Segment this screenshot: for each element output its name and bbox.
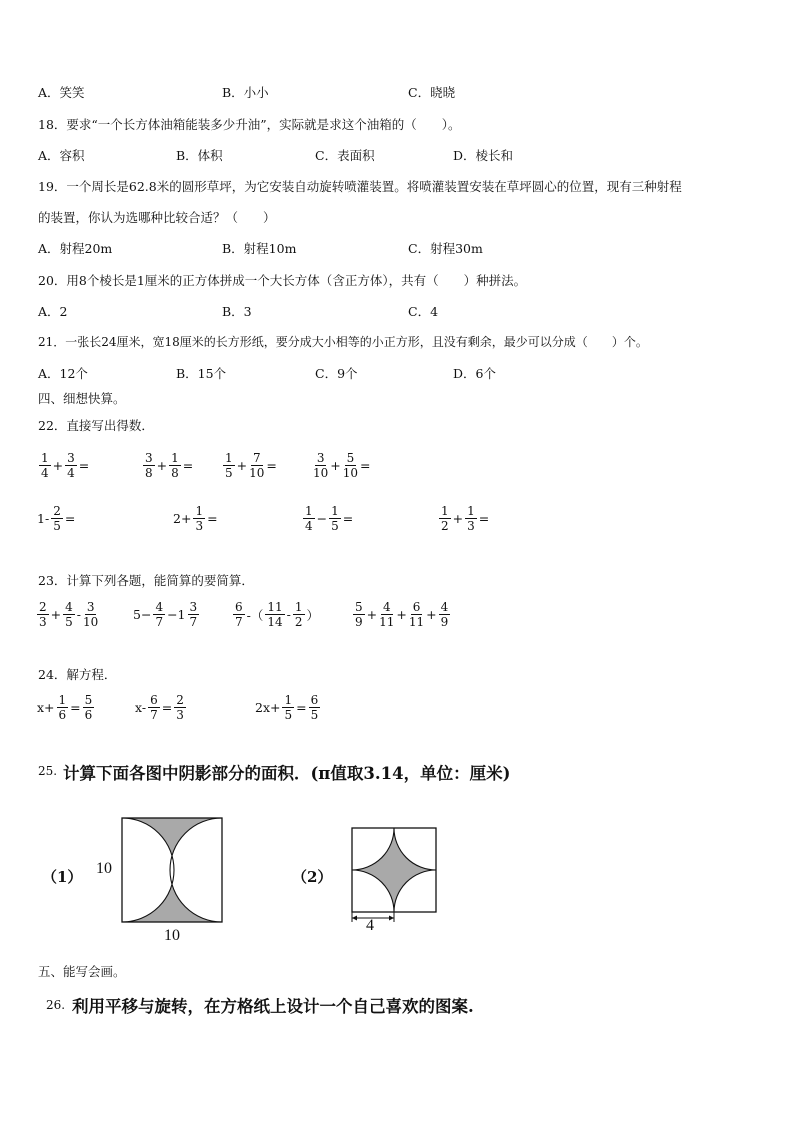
denominator: 10 xyxy=(83,615,99,629)
numerator: 3 xyxy=(189,600,198,614)
math-operator: − xyxy=(316,511,328,526)
fraction xyxy=(193,505,205,532)
denominator: 11 xyxy=(379,615,395,629)
denominator: 2 xyxy=(441,519,449,533)
q18-text: 18．要求“一个长方体油箱能装多少升油”，实际就是求这个油箱的（ ）。 xyxy=(38,117,461,132)
math-operator: = xyxy=(342,511,354,526)
denominator: 5 xyxy=(53,519,61,533)
numerator: 4 xyxy=(382,600,391,614)
fraction xyxy=(465,505,477,532)
q23-expr xyxy=(132,601,200,628)
fraction xyxy=(153,601,165,628)
math-operator: + xyxy=(52,458,64,473)
denominator: 5 xyxy=(310,708,319,722)
q21-option-c: C．9个 xyxy=(315,366,358,381)
denominator: 7 xyxy=(150,708,158,722)
math-operator: = xyxy=(182,458,194,473)
q25-fig2-label: （2） xyxy=(292,868,333,886)
q19-option-b: B．射程10m xyxy=(222,241,297,256)
fraction xyxy=(303,505,315,532)
numerator: 2 xyxy=(53,504,61,518)
numerator: 5 xyxy=(346,451,355,465)
denominator: 9 xyxy=(440,615,449,629)
math-operator: + xyxy=(156,458,168,473)
fraction xyxy=(282,694,294,721)
q17-option-b: B．小小 xyxy=(222,85,269,100)
q22-expr xyxy=(36,505,76,532)
denominator: 7 xyxy=(155,615,164,629)
denominator: 10 xyxy=(342,466,359,480)
q25-fig1-side-label: 10 xyxy=(96,860,112,877)
q22-expr xyxy=(438,505,490,532)
math-operator: = xyxy=(64,511,76,526)
denominator: 3 xyxy=(467,519,475,533)
q22-expr xyxy=(142,452,194,479)
q24-title: 24．解方程． xyxy=(38,667,117,682)
fraction xyxy=(409,601,424,628)
numerator: 4 xyxy=(155,600,164,614)
math-operator: = xyxy=(296,700,307,715)
fraction xyxy=(439,505,451,532)
q25-fig1-label: （1） xyxy=(42,868,83,886)
q24-equation xyxy=(134,694,187,721)
q19-option-a: A．射程20m xyxy=(38,241,113,256)
fraction xyxy=(233,601,245,628)
fraction xyxy=(63,601,75,628)
math-operator: = xyxy=(478,511,490,526)
math-operator: 2x+ xyxy=(255,700,281,715)
numerator: 1 xyxy=(467,504,475,518)
q25-fig2-dim-label: 4 xyxy=(366,917,374,934)
numerator: 1 xyxy=(331,504,339,518)
q22-expr xyxy=(302,505,354,532)
q18-option-b: B．体积 xyxy=(176,148,223,163)
fraction xyxy=(188,601,200,628)
q22-expr xyxy=(312,452,372,479)
math-operator: + xyxy=(452,511,464,526)
numerator: 1 xyxy=(305,504,313,518)
math-operator: + xyxy=(330,458,341,473)
math-operator: + xyxy=(236,458,248,473)
math-operator: + xyxy=(366,607,378,622)
numerator: 1 xyxy=(58,693,67,707)
denominator: 10 xyxy=(313,466,329,480)
fraction xyxy=(343,452,358,479)
q26-text: 利用平移与旋转，在方格纸上设计一个自己喜欢的图案. xyxy=(72,997,474,1016)
denominator: 4 xyxy=(305,519,313,533)
fraction xyxy=(329,505,341,532)
math-operator: −1 xyxy=(167,607,186,622)
numerator: 2 xyxy=(39,600,47,614)
math-operator: + xyxy=(50,607,62,622)
q19-text-line1: 19．一个周长是62.8米的圆形草坪，为它安装自动旋转喷灌装置。将喷灌装置安装在草坪圆心的位置，现有三种射程 xyxy=(38,179,682,194)
math-operator: ） xyxy=(306,607,320,623)
denominator: 4 xyxy=(41,466,49,480)
fraction xyxy=(313,452,328,479)
denominator: 8 xyxy=(171,466,179,480)
fraction xyxy=(265,601,284,628)
fraction xyxy=(169,452,181,479)
q17-option-a: A．笑笑 xyxy=(38,85,85,100)
q20-option-b: B．3 xyxy=(222,304,252,319)
q20-option-a: A．2 xyxy=(38,304,68,319)
fraction xyxy=(309,694,321,721)
fraction xyxy=(353,601,365,628)
denominator: 3 xyxy=(39,615,47,629)
numerator: 1 xyxy=(294,600,303,614)
q20-text: 20．用8个棱长是1厘米的正方体拼成一个大长方体（含正方体），共有（ ）种拼法。 xyxy=(38,273,527,288)
fraction xyxy=(174,694,186,721)
math-operator: = xyxy=(266,458,277,473)
q25-fig1-bottom-label: 10 xyxy=(164,927,180,944)
q20-option-c: C．4 xyxy=(408,304,439,319)
denominator: 7 xyxy=(235,615,243,629)
math-operator: = xyxy=(78,458,90,473)
q22-expr xyxy=(172,505,219,532)
fraction xyxy=(39,452,51,479)
math-operator: = xyxy=(161,700,173,715)
numerator: 1 xyxy=(171,451,179,465)
q23-expr xyxy=(232,601,320,628)
numerator: 2 xyxy=(176,693,184,707)
fraction xyxy=(379,601,394,628)
denominator: 6 xyxy=(84,708,93,722)
q21-option-b: B．15个 xyxy=(176,366,227,381)
math-operator: x+ xyxy=(37,700,55,715)
fraction xyxy=(148,694,160,721)
q19-option-c: C．射程30m xyxy=(408,241,483,256)
math-operator: 5− xyxy=(133,607,152,622)
numerator: 5 xyxy=(84,693,93,707)
q18-option-d: D．棱长和 xyxy=(453,148,514,163)
numerator: 1 xyxy=(41,451,49,465)
denominator: 3 xyxy=(176,708,184,722)
q21-option-d: D．6个 xyxy=(453,366,496,381)
denominator: 11 xyxy=(408,615,425,629)
denominator: 3 xyxy=(195,519,204,533)
denominator: 9 xyxy=(355,615,363,629)
q25-fig2-diagram xyxy=(348,824,442,940)
numerator: 5 xyxy=(355,600,363,614)
denominator: 5 xyxy=(65,615,73,629)
q22-title: 22．直接写出得数． xyxy=(38,418,154,433)
fraction xyxy=(249,452,264,479)
q23-expr xyxy=(36,601,99,628)
denominator: 7 xyxy=(189,615,198,629)
numerator: 3 xyxy=(316,451,325,465)
fraction xyxy=(57,694,69,721)
q24-equation xyxy=(36,694,95,721)
numerator: 6 xyxy=(235,600,243,614)
q23-expr xyxy=(352,601,451,628)
q17-option-c: C．晓晓 xyxy=(408,85,456,100)
section-4-heading: 四、细想快算。 xyxy=(38,391,126,406)
numerator: 7 xyxy=(252,451,261,465)
q21-text: 21．一张长24厘米，宽18厘米的长方形纸，要分成大小相等的小正方形，且没有剩余，最少可以分成（ ）个。 xyxy=(38,335,648,349)
denominator: 14 xyxy=(267,615,283,629)
q21-option-a: A．12个 xyxy=(38,366,88,381)
numerator: 6 xyxy=(412,600,421,614)
denominator: 8 xyxy=(145,466,153,480)
q25-fig1-diagram xyxy=(118,814,226,926)
q23-title: 23．计算下列各题，能简算的要简算． xyxy=(38,573,254,588)
fraction xyxy=(223,452,235,479)
numerator: 1 xyxy=(441,504,449,518)
math-operator: = xyxy=(207,511,218,526)
numerator: 4 xyxy=(440,600,449,614)
q25-text: 计算下面各图中阴影部分的面积．(π值取3.14，单位：厘米) xyxy=(63,764,511,783)
denominator: 5 xyxy=(284,708,293,722)
numerator: 4 xyxy=(65,600,73,614)
numerator: 6 xyxy=(150,693,158,707)
numerator: 1 xyxy=(195,504,204,518)
numerator: 3 xyxy=(67,451,75,465)
math-operator: - xyxy=(286,607,291,622)
numerator: 3 xyxy=(86,600,95,614)
numerator: 3 xyxy=(145,451,153,465)
fraction xyxy=(83,601,98,628)
q25-number: 25. xyxy=(38,764,58,778)
numerator: 6 xyxy=(310,693,319,707)
q18-option-a: A．容积 xyxy=(38,148,85,163)
math-operator: + xyxy=(426,607,437,622)
q22-expr xyxy=(38,452,90,479)
q19-text-line2: 的装置，你认为选哪种比较合适？（ ） xyxy=(38,210,276,225)
q22-expr xyxy=(222,452,278,479)
denominator: 6 xyxy=(58,708,67,722)
math-operator: = xyxy=(70,700,81,715)
numerator: 11 xyxy=(267,600,283,614)
fraction xyxy=(143,452,155,479)
denominator: 10 xyxy=(249,466,265,480)
math-operator: - xyxy=(76,607,81,622)
fraction xyxy=(293,601,305,628)
section-5-heading: 五、能写会画。 xyxy=(38,964,126,979)
fraction xyxy=(439,601,451,628)
numerator: 1 xyxy=(284,693,293,707)
q26-number: 26. xyxy=(46,998,66,1012)
denominator: 4 xyxy=(67,466,75,480)
q24-equation xyxy=(254,694,321,721)
math-operator: x- xyxy=(135,700,147,715)
math-operator: + xyxy=(396,607,407,622)
numerator: 1 xyxy=(225,451,233,465)
q18-option-c: C．表面积 xyxy=(315,148,375,163)
fraction xyxy=(51,505,63,532)
denominator: 5 xyxy=(225,466,233,480)
fraction xyxy=(65,452,77,479)
fraction xyxy=(37,601,49,628)
math-operator: -（ xyxy=(246,607,264,623)
denominator: 2 xyxy=(294,615,303,629)
math-operator: = xyxy=(360,458,371,473)
fraction xyxy=(83,694,95,721)
math-operator: 2+ xyxy=(173,511,192,526)
denominator: 5 xyxy=(331,519,339,533)
math-operator: 1- xyxy=(37,511,50,526)
